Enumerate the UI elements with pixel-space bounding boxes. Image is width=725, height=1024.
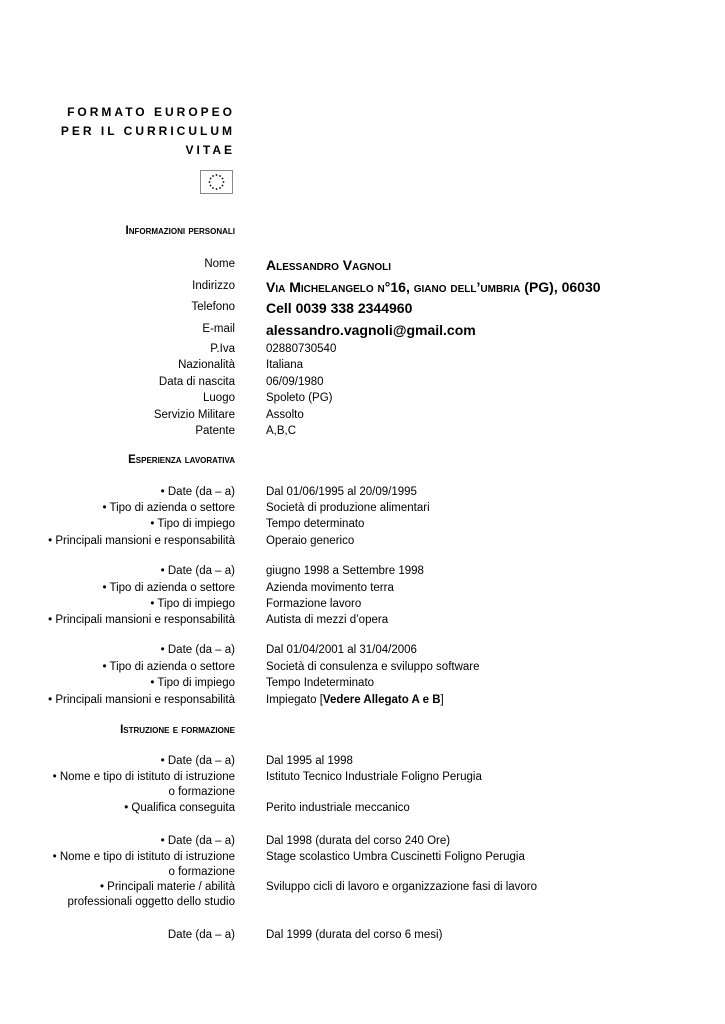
value-birthplace: Spoleto (PG) <box>266 392 333 404</box>
value-vat: 02880730540 <box>266 343 337 355</box>
exp-1-date: Dal 01/06/1995 al 20/09/1995 <box>266 486 417 498</box>
exp-1-company-label: • Tipo di azienda o settore <box>102 502 235 514</box>
label-military: Servizio Militare <box>153 409 235 421</box>
edu-1-qualification: Perito industriale meccanico <box>266 802 410 814</box>
exp-2-company: Azienda movimento terra <box>266 582 394 594</box>
value-nationality: Italiana <box>266 359 304 371</box>
exp-1-company: Società di produzione alimentari <box>266 502 430 514</box>
label-phone: Telefono <box>191 301 235 313</box>
value-birthdate: 06/09/1980 <box>266 376 324 388</box>
label-email: E-mail <box>202 323 235 335</box>
label-birthdate: Data di nascita <box>158 376 235 388</box>
value-address: Via Michelangelo n°16, giano dell’umbria (PG), 06030 <box>266 279 601 295</box>
exp-3-duties-label: • Principali mansioni e responsabilità <box>48 694 235 706</box>
value-military: Assolto <box>266 409 304 421</box>
value-license: A,B,C <box>266 425 297 437</box>
exp-1-duties: Operaio generico <box>266 535 355 547</box>
edu-2-institute-label-2: o formazione <box>168 866 235 878</box>
exp-1-job-label: • Tipo di impiego <box>150 518 235 530</box>
edu-2-institute: Stage scolastico Umbra Cuscinetti Foligno Perugia <box>266 851 525 863</box>
exp-3-duties-suffix: ] <box>440 694 444 706</box>
edu-1-institute: Istituto Tecnico Industriale Foligno Perugia <box>266 771 482 783</box>
edu-1-date-label: • Date (da – a) <box>160 755 235 767</box>
edu-2-date-label: • Date (da – a) <box>160 835 235 847</box>
exp-1-date-label: • Date (da – a) <box>160 486 235 498</box>
cv-title-line-3: VITAE <box>185 143 235 157</box>
exp-3-duties-prefix: Impiegato [ <box>266 694 323 706</box>
exp-1-job: Tempo determinato <box>266 518 365 530</box>
section-title-personal: Informazioni personali <box>125 225 235 237</box>
exp-2-duties-label: • Principali mansioni e responsabilità <box>48 614 235 626</box>
edu-2-subjects-label-1: • Principali materie / abilità <box>99 881 235 893</box>
section-title-experience: Esperienza lavorativa <box>128 454 235 466</box>
edu-2-institute-label-1: • Nome e tipo di istituto di istruzione <box>52 851 235 863</box>
exp-3-duties-attachment: Vedere Allegato A e B <box>322 694 441 706</box>
edu-2-date: Dal 1998 (durata del corso 240 Ore) <box>266 835 451 847</box>
exp-3-date-label: • Date (da – a) <box>160 644 235 656</box>
exp-2-date-label: • Date (da – a) <box>160 565 235 577</box>
label-name: Nome <box>204 258 235 270</box>
eu-flag-icon <box>200 170 233 194</box>
exp-3-duties <box>266 693 444 707</box>
label-vat: P.Iva <box>210 343 235 355</box>
cv-title-line-1: FORMATO EUROPEO <box>67 105 235 119</box>
edu-1-institute-label-2: o formazione <box>168 786 235 798</box>
exp-2-job-label: • Tipo di impiego <box>150 598 235 610</box>
label-license: Patente <box>195 425 235 437</box>
exp-3-job: Tempo Indeterminato <box>266 677 375 689</box>
exp-2-job: Formazione lavoro <box>266 598 362 610</box>
exp-2-date: giugno 1998 a Settembre 1998 <box>266 565 424 577</box>
edu-2-subjects-label-2: professionali oggetto dello studio <box>67 896 235 908</box>
edu-3-date: Dal 1999 (durata del corso 6 mesi) <box>266 929 443 941</box>
edu-3-date-label: Date (da – a) <box>167 929 235 941</box>
exp-2-duties: Autista di mezzi d’opera <box>266 614 389 626</box>
label-nationality: Nazionalità <box>178 359 235 371</box>
label-birthplace: Luogo <box>203 392 235 404</box>
value-email[interactable]: alessandro.vagnoli@gmail.com <box>266 322 476 338</box>
exp-2-company-label: • Tipo di azienda o settore <box>102 582 235 594</box>
exp-3-company-label: • Tipo di azienda o settore <box>102 661 235 673</box>
section-title-education: Istruzione e formazione <box>120 724 235 736</box>
value-name: Alessandro Vagnoli <box>266 257 392 273</box>
edu-1-qualification-label: • Qualifica conseguita <box>124 802 235 814</box>
edu-1-date: Dal 1995 al 1998 <box>266 755 353 767</box>
exp-1-duties-label: • Principali mansioni e responsabilità <box>48 535 235 547</box>
cv-title-line-2: PER IL CURRICULUM <box>60 124 235 138</box>
exp-3-job-label: • Tipo di impiego <box>150 677 235 689</box>
exp-3-company: Società di consulenza e sviluppo software <box>266 661 480 673</box>
exp-3-date: Dal 01/04/2001 al 31/04/2006 <box>266 644 417 656</box>
edu-1-institute-label-1: • Nome e tipo di istituto di istruzione <box>52 771 235 783</box>
label-address: Indirizzo <box>192 280 235 292</box>
value-phone: Cell 0039 338 2344960 <box>266 300 413 316</box>
edu-2-subjects: Sviluppo cicli di lavoro e organizzazione fasi di lavoro <box>266 881 538 893</box>
